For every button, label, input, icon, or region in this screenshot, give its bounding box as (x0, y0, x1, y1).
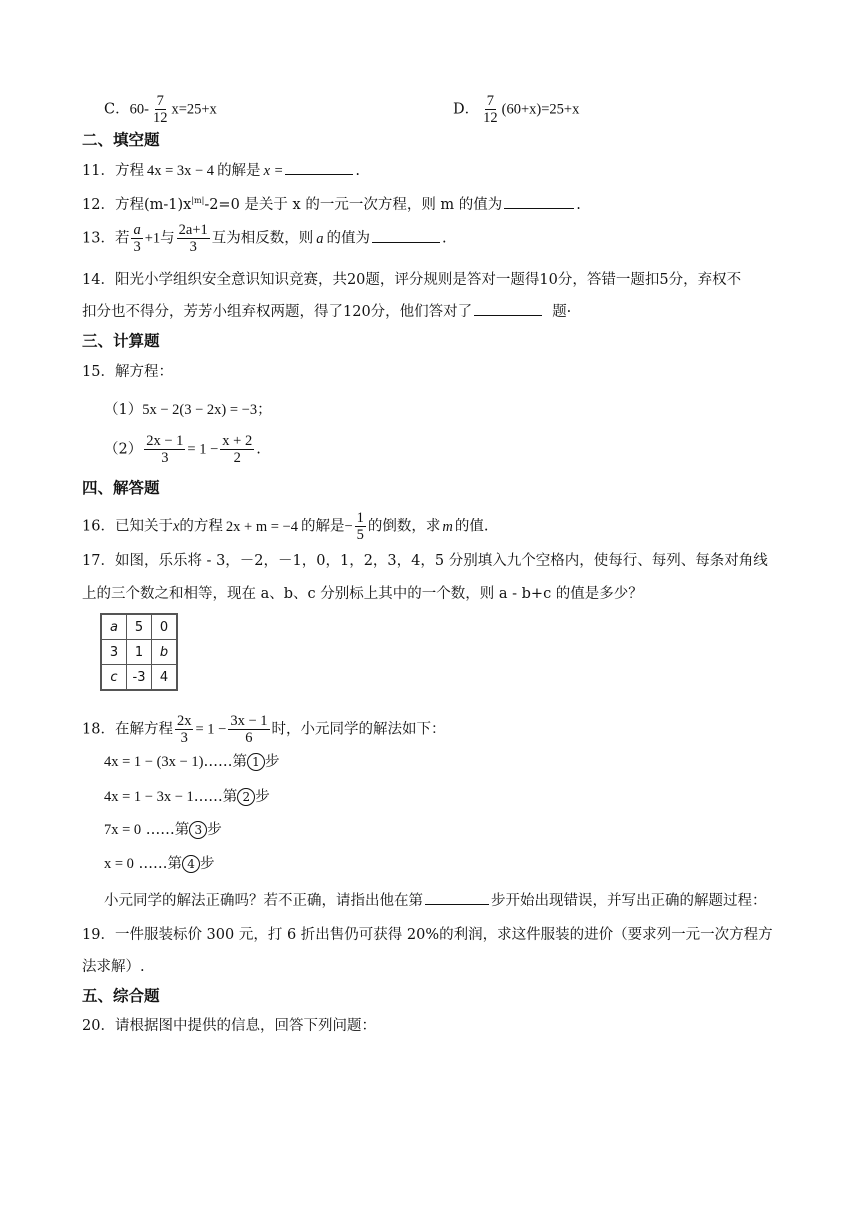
question-14-line-2 (82, 301, 571, 322)
q16-numerator: 1 (356, 510, 364, 526)
q13-text-c: 互为相反数，则 (211, 230, 314, 247)
q14-number: 14． (82, 272, 115, 288)
q16-negative-sign: − (344, 518, 353, 535)
q13-number: 13． (82, 230, 115, 247)
q18-step-suffix: 步 (264, 754, 280, 770)
option-c-fraction (151, 93, 170, 126)
q18-text-b: 时，小元同学的解法如下： (271, 721, 446, 738)
question-11 (82, 160, 360, 181)
q13-f2-denominator: 3 (189, 239, 197, 255)
q16-fraction (355, 510, 366, 543)
grid-row (101, 665, 177, 691)
q18-step-dots: ……第 (141, 822, 190, 838)
q18-step-equation: x = 0 (104, 856, 134, 872)
q18-step-dots: ……第 (193, 789, 238, 805)
q16-text-a: 已知关于 (114, 518, 173, 535)
grid-cell: -3 (127, 665, 152, 691)
q14-answer-blank[interactable] (474, 301, 542, 316)
q12-text-a: 方程(m-1)x (114, 196, 192, 213)
q16-text-c: 的解是 (300, 518, 345, 535)
grid-cell: b (152, 640, 178, 665)
q16-variable-m: m (442, 518, 453, 535)
q13-variable: a (316, 230, 324, 247)
q15-number: 15． (82, 364, 115, 380)
q18-text-a: 在解方程 (114, 721, 173, 738)
q18-step-number: 1 (247, 753, 265, 771)
q18-step-4 (104, 854, 215, 874)
q18-f1-numerator: 2x (176, 713, 192, 729)
question-20 (82, 1016, 376, 1036)
q17-number: 17． (82, 553, 115, 569)
q15-p2-f1-numerator: 2x − 1 (146, 433, 184, 449)
q13-text-a: 若 (114, 230, 130, 247)
q11-answer-blank[interactable] (285, 160, 353, 175)
q18-ask-b: 步开始出现错误，并写出正确的解题过程： (491, 893, 767, 909)
option-c-prefix: 60- (129, 101, 149, 118)
q15-part-2 (104, 433, 261, 466)
q20-number: 20． (82, 1018, 115, 1034)
option-c-label: C． (104, 101, 130, 118)
q15-p2-f1-denominator: 3 (161, 450, 169, 466)
q13-f1-numerator: a (133, 222, 141, 238)
q16-text-e: 的值. (454, 518, 489, 535)
grid-cell: 0 (152, 614, 178, 640)
q18-step-suffix: 步 (200, 856, 215, 872)
q18-step-dots: ……第 (133, 856, 183, 872)
q15-p2-end: . (256, 441, 261, 458)
q15-p2-f2-denominator: 2 (233, 450, 241, 466)
q16-text-d: 的倒数，求 (367, 518, 441, 535)
q15-p2-label: （2） (104, 441, 143, 458)
q18-f2-numerator: 3x − 1 (230, 713, 268, 729)
grid-cell: 4 (152, 665, 178, 691)
grid-cell: a (101, 614, 127, 640)
q18-step-number: 2 (237, 788, 255, 806)
q14-line-1-text: 阳光小学组织安全意识知识竞赛，共20题，评分规则是答对一题得10分，答错一题扣5分，弃权不 (114, 272, 742, 288)
option-d-suffix: (60+x)=25+x (501, 101, 580, 118)
question-19-line-1 (82, 925, 773, 945)
q13-fraction-2 (177, 222, 210, 255)
q15-p1-end: ； (257, 402, 272, 418)
q18-step-3 (104, 820, 222, 840)
option-c (104, 93, 217, 126)
q13-text-d: 的值为 (326, 230, 371, 247)
q18-answer-blank[interactable] (425, 890, 489, 905)
option-d-denominator: 12 (483, 110, 498, 126)
question-15 (82, 362, 173, 382)
q15-p1-label: （1） (104, 402, 143, 418)
q14-end: 题· (552, 304, 572, 320)
question-17-line-1 (82, 551, 768, 571)
q15-part-1 (104, 400, 272, 420)
q18-middle: = 1 − (195, 721, 227, 738)
q18-step-suffix: 步 (255, 789, 270, 805)
option-c-suffix: x=25+x (171, 101, 217, 118)
q18-step-number: 3 (189, 821, 207, 839)
option-d-fraction (481, 93, 500, 126)
grid-cell: 1 (127, 640, 152, 665)
q19-number: 19． (82, 927, 115, 943)
option-c-denominator: 12 (152, 110, 168, 126)
q16-variable: x (172, 518, 180, 535)
option-d-label: D． (453, 101, 480, 118)
grid-row (101, 614, 177, 640)
option-d (453, 93, 579, 126)
q12-end: . (576, 196, 581, 213)
q16-number: 16． (82, 518, 115, 535)
q15-p1-equation: 5x − 2(3 − 2x) = −3 (142, 402, 258, 418)
q16-equation: 2x + m = −4 (225, 518, 298, 535)
q13-end: . (442, 230, 447, 247)
q12-exponent: |m| (191, 196, 205, 205)
q19-line-1-text: 一件服装标价 300 元，打 6 折出售仍可获得 20%的利润，求这件服装的进价（要求列一元一次方程方 (114, 927, 773, 943)
q18-f1-denominator: 3 (180, 730, 188, 746)
magic-square-grid (100, 613, 178, 691)
q18-step-equation: 7x = 0 (104, 822, 142, 838)
q12-answer-blank[interactable] (504, 194, 574, 209)
section-heading-fill-in: 二、填空题 (82, 131, 160, 149)
section-heading-comprehensive: 五、综合题 (82, 987, 160, 1005)
grid-cell: c (101, 665, 127, 691)
q11-equation: 4x = 3x − 4 (146, 163, 215, 179)
option-c-numerator: 7 (156, 93, 164, 109)
q18-fraction-1 (175, 713, 194, 746)
q18-step-equation: 4x = 1 − 3x − 1 (104, 789, 194, 805)
q18-f2-denominator: 6 (245, 730, 253, 746)
question-14-line-1 (82, 270, 741, 290)
q13-f1-denominator: 3 (133, 239, 141, 255)
q13-answer-blank[interactable] (372, 228, 440, 243)
q18-step-dots: ……第 (203, 754, 247, 770)
question-13 (82, 222, 447, 255)
q15-p2-f2-numerator: x + 2 (222, 433, 253, 449)
section-heading-calculation: 三、计算题 (82, 332, 160, 350)
q18-ask-a: 小元同学的解法正确吗？若不正确，请指出他在第 (104, 893, 423, 909)
question-17-line-2 (82, 584, 643, 604)
q12-text-b: -2=0 是关于 x 的一元一次方程，则 m 的值为 (204, 196, 503, 213)
question-12 (82, 191, 581, 215)
q17-line-1-text: 如图，乐乐将 - 3，－2，－1，0，1，2，3，4，5 分别填入九个空格内，使每行、每列、每条对角线 (114, 553, 768, 569)
q18-step-1 (104, 752, 279, 772)
q13-f2-numerator: 2a+1 (178, 222, 208, 238)
q14-line-2-text: 扣分也不得分，芳芳小组弃权两题，得了120分，他们答对了 (82, 304, 473, 320)
q15-p2-fraction-2 (220, 433, 254, 466)
q18-step-2 (104, 787, 270, 807)
option-d-numerator: 7 (486, 93, 495, 109)
grid-cell: 5 (127, 614, 152, 640)
q18-question (104, 890, 767, 911)
q13-plus-one: +1 (144, 230, 161, 247)
q16-denominator: 5 (356, 527, 364, 543)
q13-text-b: 与 (160, 230, 175, 247)
q18-step-number: 4 (182, 855, 200, 873)
q11-end: . (355, 163, 361, 179)
q18-fraction-2 (228, 713, 269, 746)
q18-step-equation: 4x = 1 − (3x − 1) (104, 754, 204, 770)
q15-p2-middle: = 1 − (187, 441, 219, 458)
q19-line-2-text: 法求解）. (82, 959, 145, 975)
grid-row (101, 640, 177, 665)
q18-number: 18． (82, 721, 115, 738)
q20-text: 请根据图中提供的信息，回答下列问题： (114, 1018, 376, 1034)
q13-fraction-1 (131, 222, 142, 255)
q11-number: 11． (82, 163, 115, 179)
grid-cell: 3 (101, 640, 127, 665)
q17-line-2-text: 上的三个数之和相等，现在 a、b、c 分别标上其中的一个数，则 a - b+c 的值是多少？ (82, 586, 643, 602)
question-19-line-2 (82, 957, 145, 977)
section-heading-answer: 四、解答题 (82, 479, 160, 497)
q16-text-b: 的方程 (179, 518, 223, 535)
q15-p2-fraction-1 (144, 433, 185, 466)
q11-text-a: 方程 (114, 163, 144, 179)
q11-variable: x = (263, 163, 284, 179)
q12-number: 12． (82, 196, 115, 213)
q15-text: 解方程： (114, 364, 173, 380)
q11-text-b: 的解是 (217, 163, 261, 179)
question-16 (82, 510, 488, 543)
question-18 (82, 713, 446, 746)
q18-step-suffix: 步 (207, 822, 222, 838)
